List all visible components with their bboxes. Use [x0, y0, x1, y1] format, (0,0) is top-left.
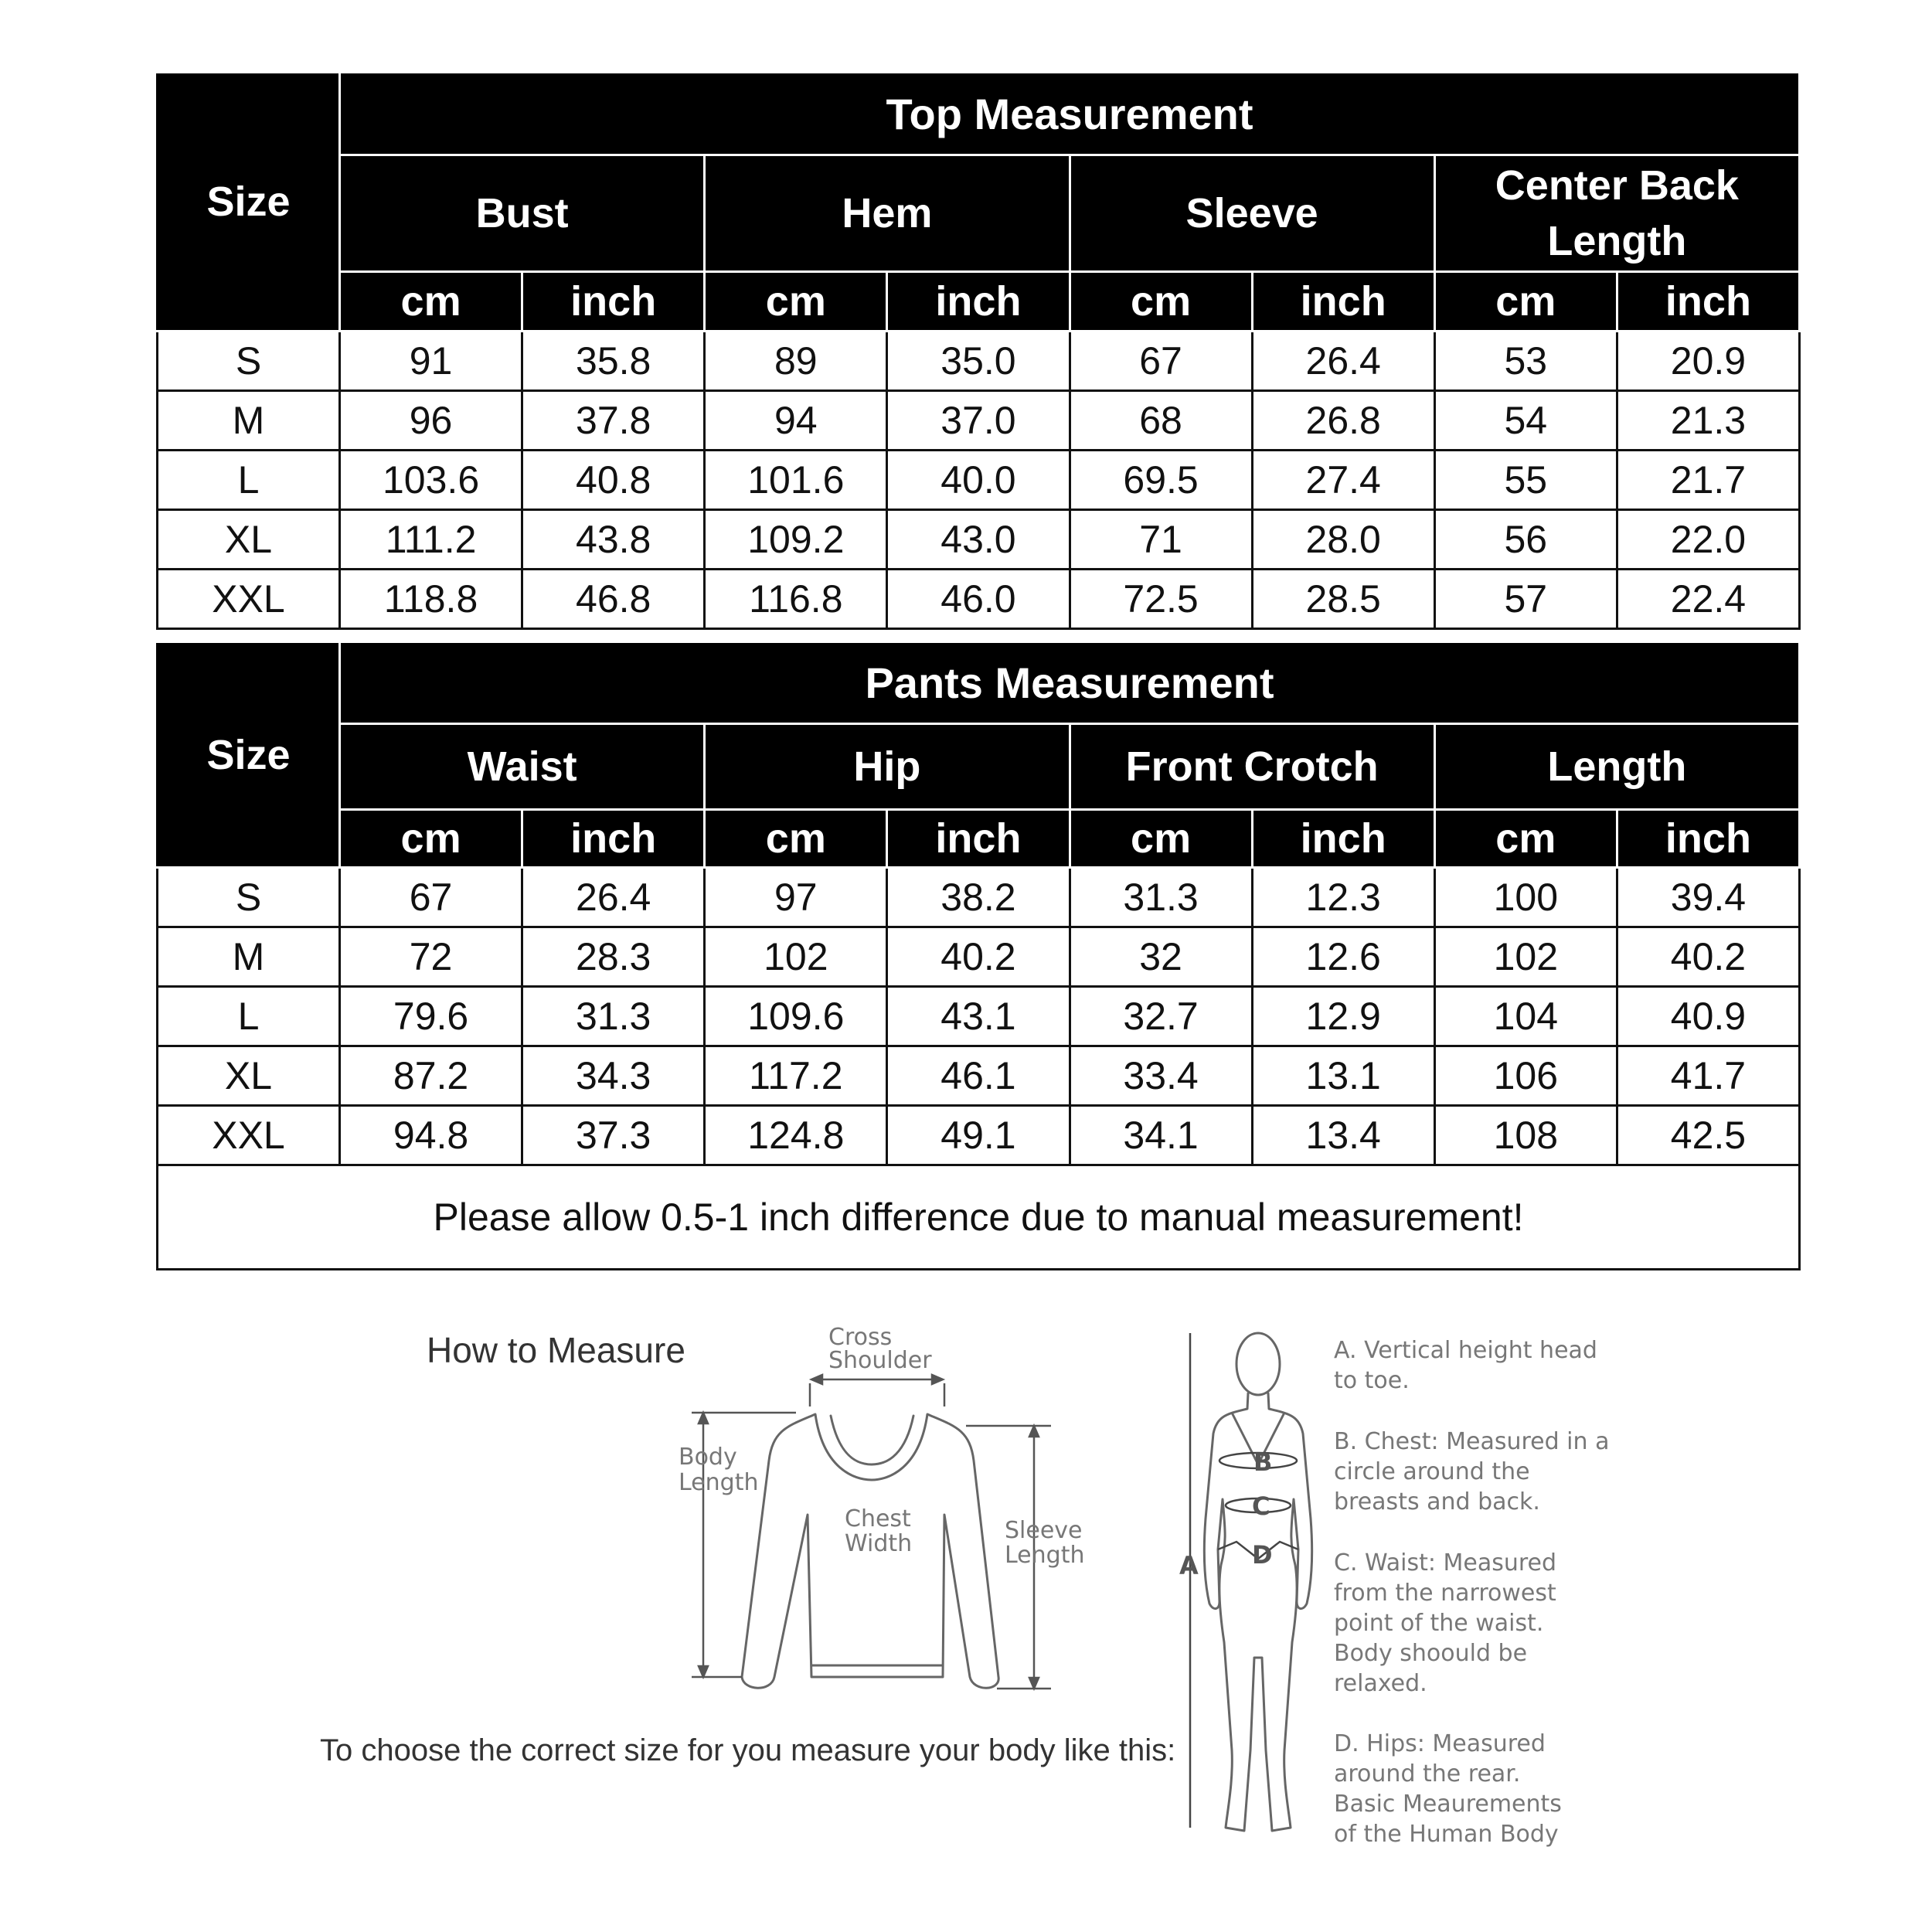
size-header: Size [158, 642, 340, 868]
measurement-cell: 40.8 [522, 451, 705, 510]
table-row [158, 451, 1800, 510]
sleeve-length-label: Sleeve [1005, 1517, 1083, 1544]
size-cell: XL [158, 510, 340, 570]
size-cell: XL [158, 1046, 340, 1106]
unit-inch: inch [887, 272, 1070, 332]
measurement-cell: 94 [705, 391, 887, 451]
measurement-cell: 79.6 [340, 987, 522, 1046]
size-cell: L [158, 987, 340, 1046]
hem-header: Hem [705, 155, 1070, 272]
body-length-label: Body [679, 1444, 737, 1471]
shirt-neckline [831, 1416, 913, 1464]
measurement-cell: 20.9 [1617, 332, 1799, 391]
label-a: A [1179, 1551, 1199, 1580]
arrow-icon [699, 1413, 708, 1423]
unit-cm: cm [1070, 810, 1252, 868]
measurement-cell: 28.3 [522, 927, 705, 987]
measurement-cell: 43.8 [522, 510, 705, 570]
top-measurement-table [156, 71, 1801, 630]
measurement-cell: 22.0 [1617, 510, 1799, 570]
measurement-cell: 67 [1070, 332, 1252, 391]
unit-inch: inch [887, 810, 1070, 868]
measurement-note: Please allow 0.5-1 inch difference due to manual measurement! [158, 1165, 1800, 1270]
measurement-cell: 37.8 [522, 391, 705, 451]
measurement-cell: 54 [1434, 391, 1617, 451]
size-cell: XXL [158, 570, 340, 629]
measurement-cell: 40.9 [1617, 987, 1799, 1046]
measurement-cell: 34.1 [1070, 1106, 1252, 1165]
bust-header: Bust [340, 155, 705, 272]
measurement-cell: 49.1 [887, 1106, 1070, 1165]
measurement-cell: 34.3 [522, 1046, 705, 1106]
legend-c: C. Waist: Measured from the narrowest point of the waist. Body shoould be relaxed. [1334, 1549, 1557, 1697]
table-row [158, 868, 1800, 927]
size-cell: S [158, 332, 340, 391]
measurement-cell: 13.4 [1252, 1106, 1434, 1165]
measurement-cell: 71 [1070, 510, 1252, 570]
measurement-cell: 72.5 [1070, 570, 1252, 629]
table-row [158, 1106, 1800, 1165]
measurement-cell: 124.8 [705, 1106, 887, 1165]
measurement-cell: 117.2 [705, 1046, 887, 1106]
legend-a: A. Vertical height head to toe. [1334, 1337, 1597, 1394]
cross-shoulder-label: Shoulder [828, 1347, 932, 1374]
pants-measurement-table [156, 641, 1801, 1270]
measurement-cell: 32.7 [1070, 987, 1252, 1046]
measurement-cell: 33.4 [1070, 1046, 1252, 1106]
measurement-cell: 102 [1434, 927, 1617, 987]
chest-width-label: Chest [845, 1505, 911, 1532]
measurement-cell: 37.3 [522, 1106, 705, 1165]
measurement-cell: 43.0 [887, 510, 1070, 570]
measurement-cell: 41.7 [1617, 1046, 1799, 1106]
size-header: Size [158, 73, 340, 332]
measurement-cell: 21.7 [1617, 451, 1799, 510]
label-b: B [1253, 1447, 1273, 1477]
size-cell: XXL [158, 1106, 340, 1165]
label-c: C [1252, 1492, 1270, 1521]
measurement-cell: 13.1 [1252, 1046, 1434, 1106]
unit-inch: inch [1617, 272, 1799, 332]
measurement-cell: 96 [340, 391, 522, 451]
measurement-cell: 21.3 [1617, 391, 1799, 451]
measurement-cell: 87.2 [340, 1046, 522, 1106]
measurement-cell: 40.2 [887, 927, 1070, 987]
measurement-cell: 35.8 [522, 332, 705, 391]
unit-cm: cm [705, 810, 887, 868]
size-cell: M [158, 391, 340, 451]
legend-d: D. Hips: Measured around the rear. Basic Meaurements of the Human Body [1334, 1730, 1562, 1848]
center-back-length-header: Center Back Length [1434, 155, 1799, 272]
measurement-cell: 31.3 [1070, 868, 1252, 927]
arrow-icon [932, 1375, 943, 1384]
measurement-cell: 55 [1434, 451, 1617, 510]
measurement-cell: 37.0 [887, 391, 1070, 451]
measurement-cell: 104 [1434, 987, 1617, 1046]
unit-cm: cm [705, 272, 887, 332]
measurement-cell: 31.3 [522, 987, 705, 1046]
measurement-cell: 67 [340, 868, 522, 927]
figure-head [1236, 1333, 1280, 1395]
measurement-cell: 12.3 [1252, 868, 1434, 927]
unit-header-row [158, 810, 1800, 868]
measurement-cell: 40.0 [887, 451, 1070, 510]
measurement-cell: 102 [705, 927, 887, 987]
measurement-cell: 35.0 [887, 332, 1070, 391]
measurement-cell: 40.2 [1617, 927, 1799, 987]
front-crotch-header: Front Crotch [1070, 724, 1434, 810]
arrow-icon [1029, 1678, 1039, 1689]
measurement-cell: 46.0 [887, 570, 1070, 629]
measurement-cell: 91 [340, 332, 522, 391]
shirt-measure-diagram [657, 1314, 1090, 1692]
table-row [158, 927, 1800, 987]
measurement-cell: 101.6 [705, 451, 887, 510]
measurement-cell: 46.1 [887, 1046, 1070, 1106]
unit-cm: cm [1434, 272, 1617, 332]
measurement-cell: 94.8 [340, 1106, 522, 1165]
measurement-cell: 26.4 [522, 868, 705, 927]
measurement-cell: 42.5 [1617, 1106, 1799, 1165]
cross-shoulder-label: Cross [828, 1324, 893, 1351]
measurement-cell: 12.6 [1252, 927, 1434, 987]
measurement-cell: 109.6 [705, 987, 887, 1046]
measurement-cell: 28.0 [1252, 510, 1434, 570]
table-row [158, 987, 1800, 1046]
measurement-cell: 89 [705, 332, 887, 391]
unit-inch: inch [1617, 810, 1799, 868]
unit-inch: inch [1252, 272, 1434, 332]
legend-b: B. Chest: Measured in a circle around the breasts and back. [1334, 1428, 1610, 1515]
unit-header-row [158, 272, 1800, 332]
measurement-cell: 116.8 [705, 570, 887, 629]
waist-header: Waist [340, 724, 705, 810]
measurement-cell: 27.4 [1252, 451, 1434, 510]
size-cell: M [158, 927, 340, 987]
measurement-cell: 100 [1434, 868, 1617, 927]
measurement-cell: 28.5 [1252, 570, 1434, 629]
measurement-cell: 12.9 [1252, 987, 1434, 1046]
measurement-cell: 46.8 [522, 570, 705, 629]
table-row [158, 391, 1800, 451]
label-d: D [1252, 1540, 1273, 1570]
measurement-cell: 108 [1434, 1106, 1617, 1165]
measurement-cell: 56 [1434, 510, 1617, 570]
how-to-measure-heading: How to Measure [427, 1330, 685, 1370]
arrow-icon [811, 1375, 822, 1384]
unit-cm: cm [340, 810, 522, 868]
body-length-label: Length [679, 1469, 759, 1496]
measurement-cell: 106 [1434, 1046, 1617, 1106]
sleeve-header: Sleeve [1070, 155, 1434, 272]
size-cell: L [158, 451, 340, 510]
measurement-cell: 72 [340, 927, 522, 987]
choose-size-instruction: To choose the correct size for you measure your body like this: [320, 1733, 1176, 1767]
top-table-title: Top Measurement [340, 73, 1800, 155]
measurement-cell: 43.1 [887, 987, 1070, 1046]
sleeve-length-label: Length [1005, 1542, 1085, 1569]
table-row [158, 1046, 1800, 1106]
unit-inch: inch [1252, 810, 1434, 868]
unit-cm: cm [1070, 272, 1252, 332]
measurement-cell: 57 [1434, 570, 1617, 629]
unit-cm: cm [1434, 810, 1617, 868]
table-row [158, 332, 1800, 391]
pants-table-title: Pants Measurement [340, 642, 1800, 724]
unit-cm: cm [340, 272, 522, 332]
measurement-cell: 109.2 [705, 510, 887, 570]
table-row [158, 570, 1800, 629]
size-cell: S [158, 868, 340, 927]
measurement-cell: 38.2 [887, 868, 1070, 927]
measurement-cell: 97 [705, 868, 887, 927]
measurement-cell: 32 [1070, 927, 1252, 987]
arrow-icon [699, 1666, 708, 1677]
unit-inch: inch [522, 272, 705, 332]
measurement-cell: 26.4 [1252, 332, 1434, 391]
measurement-cell: 111.2 [340, 510, 522, 570]
measurement-cell: 68 [1070, 391, 1252, 451]
unit-inch: inch [522, 810, 705, 868]
measurement-cell: 118.8 [340, 570, 522, 629]
measurement-cell: 103.6 [340, 451, 522, 510]
chest-width-label: Width [845, 1530, 913, 1557]
table-row [158, 510, 1800, 570]
hip-header: Hip [705, 724, 1070, 810]
length-header: Length [1434, 724, 1799, 810]
measurement-cell: 53 [1434, 332, 1617, 391]
arrow-icon [1029, 1426, 1039, 1437]
measurement-cell: 22.4 [1617, 570, 1799, 629]
measurement-cell: 69.5 [1070, 451, 1252, 510]
measurement-cell: 39.4 [1617, 868, 1799, 927]
measurement-cell: 26.8 [1252, 391, 1434, 451]
body-measure-diagram [1167, 1318, 1329, 1859]
